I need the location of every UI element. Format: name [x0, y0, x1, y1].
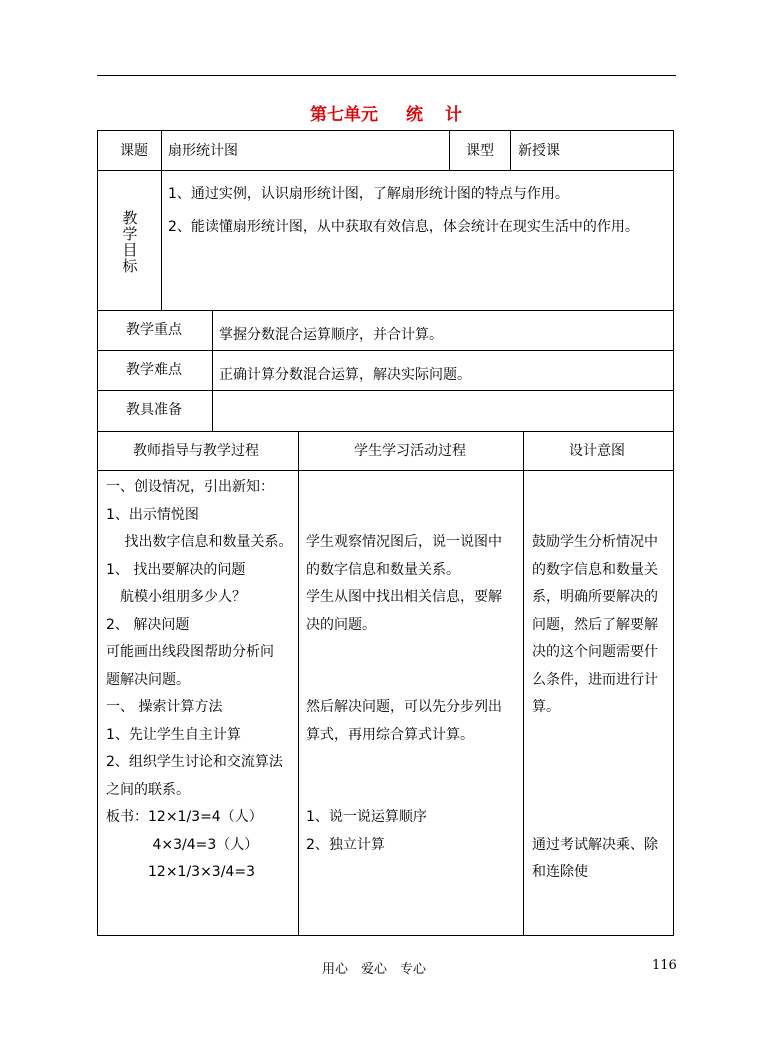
header-rule	[97, 75, 676, 76]
design-line	[532, 474, 658, 502]
teacher-line: 找出数字信息和数量关系。	[106, 534, 293, 550]
teacher-column-header: 教师指导与教学过程	[133, 443, 259, 459]
design-line	[532, 502, 658, 530]
design-line: 和连除使	[532, 864, 588, 880]
topic-value: 扇形统计图	[168, 143, 238, 159]
title-word-2: 计	[445, 105, 462, 125]
student-line: 决的问题。	[306, 616, 376, 633]
row-divider	[97, 170, 674, 171]
objective-item: 1、通过实例，认识扇形统计图，了解扇形统计图的特点与作用。	[168, 186, 569, 202]
student-line: 的数字信息和数量关系。	[306, 561, 460, 578]
teacher-line: 可能画出线段图帮助分析问	[106, 644, 274, 660]
design-line: 鼓励学生分析情况中	[532, 534, 658, 550]
col-divider	[523, 431, 524, 936]
student-line	[306, 639, 502, 667]
student-line: 学生观察情况图后，说一说图中	[306, 534, 502, 550]
teacher-line: 之间的联系。	[106, 781, 190, 798]
design-column-header: 设计意图	[569, 443, 625, 459]
student-line	[306, 749, 502, 777]
key-points-value: 掌握分数混合运算顺序，并合计算。	[219, 327, 443, 343]
design-line	[532, 804, 658, 832]
materials-label: 教具准备	[126, 402, 182, 418]
student-activity-column	[306, 474, 502, 859]
col-divider	[510, 130, 511, 170]
row-divider	[97, 310, 674, 311]
teacher-line: 12×1/3×3/4=3	[106, 864, 255, 880]
lesson-type-value: 新授课	[518, 143, 560, 159]
teacher-line: 1、出示情悦图	[106, 506, 199, 523]
design-line: 么条件，进而进行计	[532, 671, 658, 688]
footer-motto: 用心 爱心 专心	[322, 962, 427, 977]
difficulties-value: 正确计算分数混合运算，解决实际问题。	[219, 367, 471, 383]
lesson-type-label: 课型	[466, 143, 494, 159]
teacher-line: 一、创设情况，引出新知：	[106, 479, 274, 495]
teacher-line: 4×3/4=3（人）	[106, 836, 259, 853]
student-line	[306, 474, 502, 502]
design-line: 算。	[532, 699, 560, 715]
teacher-line: 板书：12×1/3=4（人）	[106, 809, 263, 825]
student-line	[306, 667, 502, 695]
design-intent-column	[532, 474, 658, 887]
row-divider	[97, 350, 674, 351]
topic-label: 课题	[120, 143, 148, 159]
title-word-1: 统	[406, 105, 423, 125]
lesson-info-table	[97, 130, 674, 432]
student-column-header: 学生学习活动过程	[354, 443, 466, 459]
teacher-line: 一、 操索计算方法	[106, 699, 223, 715]
design-line: 通过考试解决乘、除	[532, 836, 658, 853]
objectives-label: 教 学 目 标	[122, 209, 138, 275]
page-number: 116	[652, 958, 677, 973]
row-divider	[97, 390, 674, 391]
page-title	[0, 100, 772, 125]
student-line: 算式，再用综合算式计算。	[306, 726, 474, 743]
design-line: 系，明确所要解决的	[532, 589, 658, 605]
col-divider	[449, 130, 450, 170]
row-divider	[97, 470, 674, 471]
student-line: 学生从图中找出相关信息，要解	[306, 589, 502, 605]
design-line	[532, 722, 658, 750]
student-line: 然后解决问题，可以先分步列出	[306, 699, 502, 715]
key-points-label: 教学重点	[126, 322, 182, 338]
col-divider	[161, 130, 162, 310]
col-divider	[298, 431, 299, 936]
teacher-line: 1、 找出要解决的问题	[106, 561, 246, 578]
teacher-line: 航模小组朋多少人？	[106, 589, 246, 605]
student-line: 1、说一说运算顺序	[306, 809, 427, 825]
design-line: 问题，然后了解要解	[532, 616, 658, 633]
teacher-line: 2、 解决问题	[106, 616, 190, 633]
design-line: 的数字信息和数量关	[532, 561, 658, 578]
objective-item: 2、能读懂扇形统计图，从中获取有效信息，体会统计在现实生活中的作用。	[168, 219, 639, 235]
col-divider	[212, 310, 213, 432]
design-line	[532, 749, 658, 777]
title-unit: 第七单元	[310, 105, 378, 125]
teacher-process-column	[106, 474, 292, 887]
difficulties-label: 教学难点	[126, 362, 182, 378]
teacher-line: 1、先让学生自主计算	[106, 726, 241, 743]
teacher-line: 2、组织学生讨论和交流算法	[106, 754, 283, 770]
design-line: 决的这个问题需要什	[532, 644, 658, 660]
teacher-line: 题解决问题。	[106, 671, 190, 688]
design-line	[532, 777, 658, 805]
student-line: 2、独立计算	[306, 836, 385, 853]
student-line	[306, 777, 502, 805]
student-line	[306, 502, 502, 530]
